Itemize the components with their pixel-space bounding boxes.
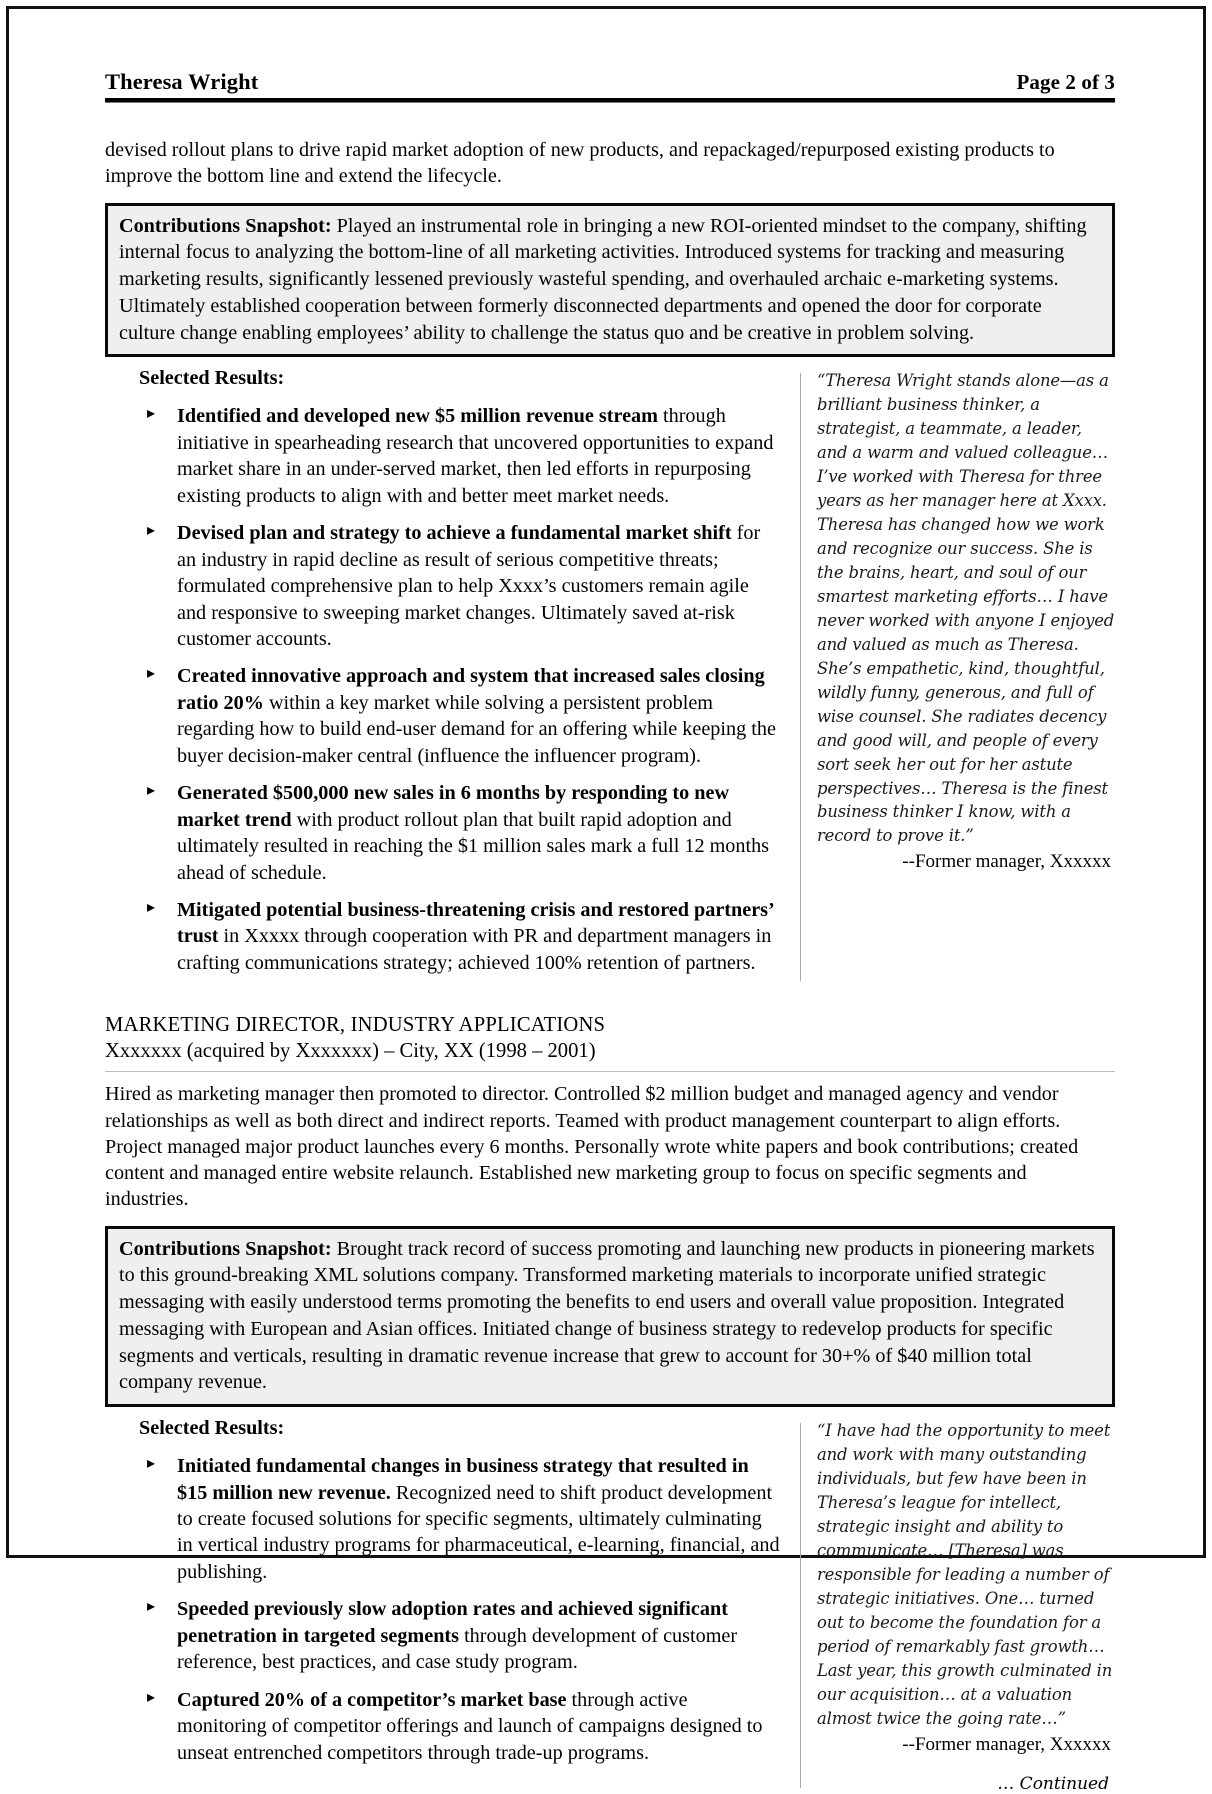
bullet-highlight: Initiated fundamental changes in business strategy that resulted in $15 million new revenue.: [177, 1455, 749, 1504]
bullet-text: through development of customer reference, best practices, and case study program.: [177, 1624, 738, 1674]
continued-footer: … Continued: [997, 1773, 1109, 1794]
bullet-highlight: Speeded previously slow adoption rates and achieved significant penetration in targeted segments: [177, 1598, 728, 1647]
selected-results-list-2: [105, 1453, 782, 1766]
intro-paragraph: devised rollout plans to drive rapid market adoption of new products, and repackaged/repurposed existing products to improve the bottom line and extend the lifecycle.: [105, 139, 1055, 188]
triangle-bullet-icon: ▸: [147, 782, 156, 800]
testimonial-attribution-1: --Former manager, Xxxxxx: [902, 851, 1111, 873]
bullet-text: with product rollout plan that built rapid adoption and ultimately resulted in reaching the $1 million sales mark a full 12 months ahead of schedule.: [177, 808, 770, 884]
header-page-number: Page 2 of 3: [1016, 70, 1115, 94]
bullet-highlight: Captured 20% of a competitor’s market base: [177, 1688, 567, 1711]
testimonial-quote-1: “Theresa Wright stands alone—as a brilliant business thinker, a strategist, a teammate, a leader, and a warm and valued colleague… I’ve worked with Theresa for three years as her manager here at Xxxx. Theresa has changed how we work and recognize our success. She is the brains, heart, and soul of our smartest marketing efforts… I have never worked with anyone I enjoyed and valued as much as Theresa. She’s empathetic, kind, thoughtful, wildly funny, generous, and full of wise counsel. She radiates decency and good will, and people of every sort seek her out for her astute perspectives… Theresa is the finest business thinker I know, with a record to prove it.”: [817, 371, 1115, 846]
job-divider-rule-2: [105, 1071, 1115, 1072]
triangle-bullet-icon: ▸: [147, 899, 156, 917]
triangle-bullet-icon: ▸: [147, 405, 156, 423]
triangle-bullet-icon: ▸: [147, 1688, 156, 1706]
selected-results-title-1: Selected Results:: [139, 367, 285, 390]
snapshot-label-1: Contributions Snapshot:: [119, 214, 332, 237]
snapshot-body-2: Brought track record of success promoting and launching new products in pioneering markets to this ground-breaking XML solutions company. Transformed marketing materials to incorporate unified strategic messaging with easily understood terms promoting the benefits to end users and overall value proposition. Integrated messaging with European and Asian offices. Initiated change of business strategy to redevelop products for specific segments and verticals, resulting in dramatic revenue increase that grew to account for 30+% of $40 million total company revenue.: [119, 1237, 1095, 1394]
bullet-highlight: Generated $500,000 new sales in 6 months by responding to new market trend: [177, 782, 730, 831]
list-item: [105, 1453, 782, 1585]
bullet-text: for an industry in rapid decline as result of serious competitive threats; formulated comprehensive plan to help Xxxx’s customers remain agile and responsive to sweeping market changes. Ultimately saved at-risk customer accounts.: [177, 522, 761, 650]
bullet-text: within a key market while solving a persistent problem regarding how to build end-user demand for an offering while keeping the buyer decision-maker central (influence the influencer program).: [177, 691, 776, 767]
selected-results-column-2: [105, 1417, 800, 1793]
list-item: [105, 663, 782, 769]
bullet-text: through initiative in spearheading research that uncovered opportunities to expand market share in an under-served market, then led efforts in repurposing existing products to align with and better meet market needs.: [177, 405, 774, 507]
selected-results-column-1: [105, 367, 800, 987]
list-item: [105, 1596, 782, 1675]
triangle-bullet-icon: ▸: [147, 522, 156, 540]
job-title-2: MARKETING DIRECTOR, INDUSTRY APPLICATIONS: [105, 1014, 606, 1037]
testimonial-quote-2: “I have had the opportunity to meet and work with many outstanding individuals, but few have been in Theresa’s league for intellect, strategic insight and ability to communicate… [Theresa] was responsible for leading a number of strategic initiatives. One… turned out to become the foundation for a period of remarkably fast growth… Last year, this growth culminated in our acquisition… at a valuation almost twice the going rate…”: [817, 1421, 1113, 1728]
triangle-bullet-icon: ▸: [147, 1598, 156, 1616]
testimonial-column-2: [801, 1417, 1115, 1793]
page-running-header: [105, 69, 1115, 97]
bullet-text: through active monitoring of competitor offerings and launch of campaigns designed to unseat entrenched competitors through trade-up programs.: [177, 1688, 763, 1764]
page-frame: [6, 6, 1206, 1794]
testimonial-column-1: [801, 367, 1115, 987]
header-candidate-name: Theresa Wright: [105, 69, 259, 94]
snapshot-label-2: Contributions Snapshot:: [119, 1237, 332, 1260]
list-item: [105, 520, 782, 652]
snapshot-paragraph-2: [119, 1236, 1101, 1397]
results-quote-row-2: [105, 1417, 1115, 1793]
list-item: [105, 403, 782, 509]
triangle-bullet-icon: ▸: [147, 665, 156, 683]
page-content: [9, 9, 1203, 1794]
bullet-highlight: Mitigated potential business-threatening crisis and restored partners’ trust: [177, 899, 774, 948]
job-entry-2: [105, 1013, 1115, 1212]
bullet-highlight: Identified and developed new $5 million revenue stream: [177, 405, 658, 428]
bullet-text: in Xxxxx through cooperation with PR and department managers in crafting communications strategy; achieved 100% retention of partners.: [177, 925, 772, 974]
testimonial-attribution-2: --Former manager, Xxxxxx: [902, 1733, 1111, 1755]
triangle-bullet-icon: ▸: [147, 1455, 156, 1473]
job-company-2: Xxxxxxx (acquired by Xxxxxxx) – City, XX (1998 – 2001): [105, 1040, 596, 1063]
snapshot-body-1: Played an instrumental role in bringing a new ROI-oriented mindset to the company, shifting internal focus to analyzing the bottom-line of all marketing activities. Introduced systems for tracking and measuring marketing results, significantly lessened previously wasteful spending, and overhauled archaic e-marketing systems. Ultimately established cooperation between formerly disconnected departments and opened the door for corporate culture change enabling employees’ ability to challenge the status quo and be creative in problem solving.: [119, 214, 1087, 344]
selected-results-title-2: Selected Results:: [139, 1417, 285, 1440]
contributions-snapshot-box-2: [105, 1226, 1115, 1408]
contributions-snapshot-box-1: [105, 203, 1115, 358]
job-summary-2: Hired as marketing manager then promoted to director. Controlled $2 million budget and managed agency and vendor relationships as well as both direct and indirect reports. Teamed with product management counterpart to align efforts. Project managed major product launches every 6 months. Personally wrote white papers and book contributions; created content and managed entire website relaunch. Established new marketing group to focus on specific segments and industries.: [105, 1083, 1079, 1211]
results-quote-row-1: [105, 367, 1115, 987]
header-divider-rule: [105, 98, 1115, 103]
selected-results-list-1: [105, 403, 782, 976]
snapshot-paragraph-1: [119, 213, 1101, 347]
list-item: [105, 897, 782, 976]
bullet-text: Recognized need to shift product development to create focused solutions for specific segments, ultimately culminating in vertical industry programs for pharmaceutical, e-learning, financial, and publishing.: [177, 1481, 780, 1583]
bullet-highlight: Devised plan and strategy to achieve a fundamental market shift: [177, 522, 732, 545]
bullet-highlight: Created innovative approach and system that increased sales closing ratio 20%: [177, 665, 765, 714]
list-item: [105, 780, 782, 886]
list-item: [105, 1687, 782, 1766]
